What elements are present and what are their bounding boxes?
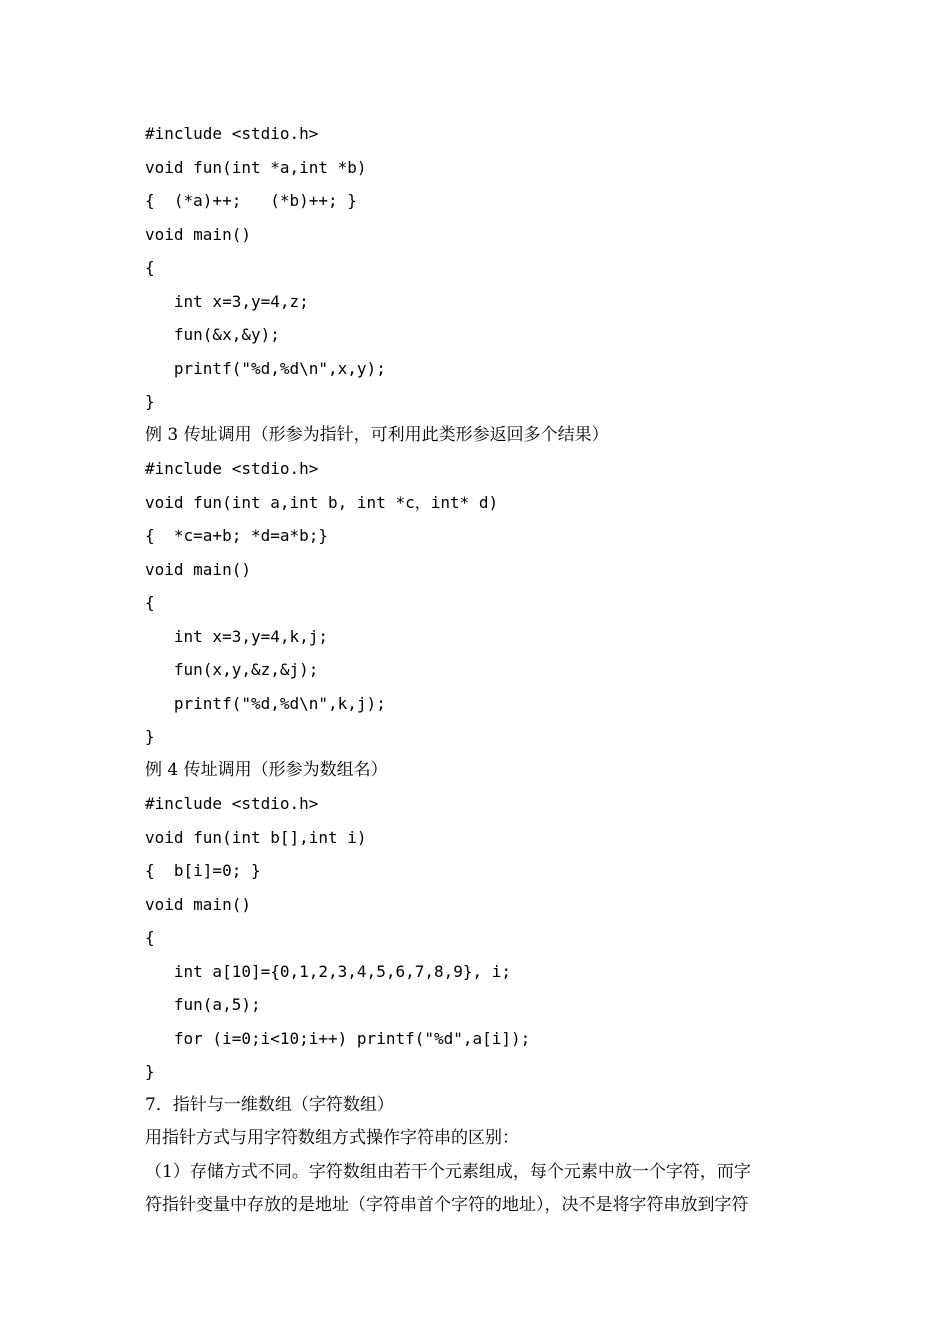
code-line: int x=3,y=4,z; [145, 291, 309, 311]
code-line: { [145, 928, 155, 947]
text-line: 符指针变量中存放的是地址（字符串首个字符的地址），决不是将字符串放到字符 [145, 1195, 749, 1215]
code-line: for (i=0;i<10;i++) printf("%d",a[i]); [145, 1028, 531, 1048]
code-line: } [145, 1062, 155, 1081]
code-line: printf("%d,%d\n",k,j); [145, 693, 386, 713]
code-line: { [145, 593, 155, 612]
code-line: #include <stdio.h> [145, 124, 319, 143]
code-line: fun(&x,&y); [145, 325, 280, 344]
code-line: #include <stdio.h> [145, 794, 319, 813]
code-line: } [145, 392, 155, 411]
code-line: { b[i]=0; } [145, 861, 261, 880]
code-line: void main() [145, 894, 251, 914]
text-line: 例 3 传址调用（形参为指针，可利用此类形参返回多个结果） [145, 424, 609, 445]
code-line: #include <stdio.h> [145, 459, 319, 478]
code-line: void fun(int a,int b, int *c，int* d) [145, 492, 499, 512]
text-line: 例 4 传址调用（形参为数组名） [145, 759, 388, 780]
text-line: 用指针方式与用字符数组方式操作字符串的区别： [145, 1128, 519, 1148]
code-line: void fun(int *a,int *b) [145, 157, 367, 177]
code-line: fun(x,y,&z,&j); [145, 660, 319, 679]
text-line: （1）存储方式不同。字符数组由若干个元素组成，每个元素中放一个字符，而字 [145, 1161, 751, 1182]
code-line: int x=3,y=4,k,j; [145, 626, 329, 646]
text-line: 7．指针与一维数组（字符数组） [145, 1094, 394, 1115]
code-line: fun(a,5); [145, 995, 261, 1014]
code-line: { *c=a+b; *d=a*b;} [145, 526, 329, 545]
code-line: void main() [145, 559, 251, 579]
document-body [145, 117, 845, 1223]
code-line: void fun(int b[],int i) [145, 827, 367, 847]
code-line: void main() [145, 224, 251, 244]
code-line: { (*a)++; (*b)++; } [145, 191, 357, 210]
code-line: printf("%d,%d\n",x,y); [145, 358, 386, 378]
code-line: } [145, 727, 155, 746]
code-line: int a[10]={0,1,2,3,4,5,6,7,8,9}, i; [145, 961, 512, 981]
code-line: { [145, 258, 155, 277]
